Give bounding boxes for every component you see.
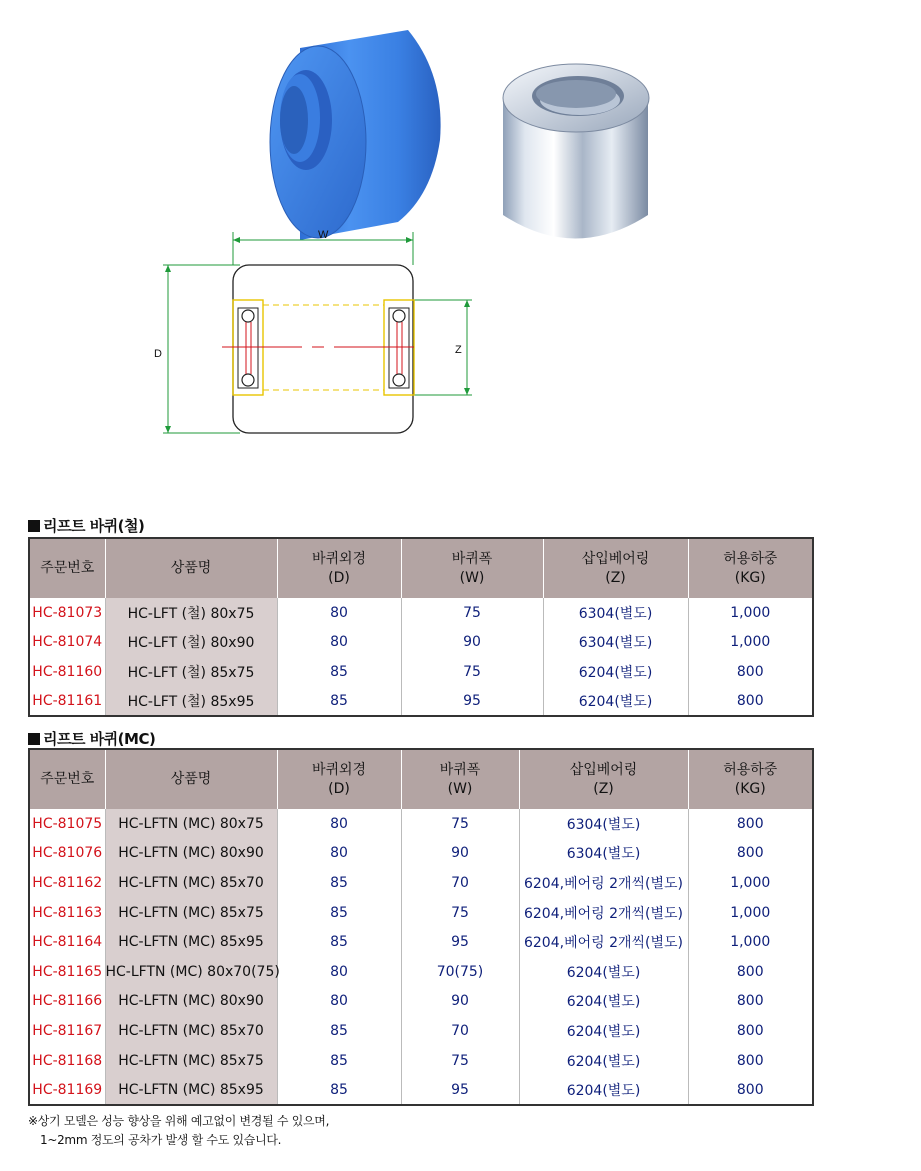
diameter-cell: 85 <box>277 1046 401 1076</box>
column-header <box>401 538 543 598</box>
mc-section-title <box>28 728 155 749</box>
footnote <box>28 1112 329 1150</box>
table-header-row <box>29 538 813 598</box>
width-cell: 90 <box>401 839 519 869</box>
bearing-cell: 6204(별도) <box>519 1046 688 1076</box>
diameter-cell: 80 <box>277 957 401 987</box>
column-header <box>401 749 519 809</box>
diameter-cell: 85 <box>277 1075 401 1105</box>
bearing-cell: 6204(별도) <box>519 1075 688 1105</box>
table-row <box>29 687 813 717</box>
width-cell: 70 <box>401 868 519 898</box>
order-number-cell: HC-81161 <box>29 687 105 717</box>
bearing-cell: 6204(별도) <box>519 1016 688 1046</box>
product-name-cell: HC-LFT (철) 80x90 <box>105 628 277 658</box>
table-row <box>29 657 813 687</box>
load-cell: 800 <box>688 1046 813 1076</box>
column-header-line2: (W) <box>459 569 485 586</box>
column-header-line1: 허용하중 <box>723 550 778 567</box>
order-number-cell: HC-81075 <box>29 809 105 839</box>
table-row <box>29 987 813 1017</box>
diameter-cell: 85 <box>277 657 401 687</box>
load-cell: 1,000 <box>688 598 813 628</box>
table-row <box>29 628 813 658</box>
order-number-cell: HC-81167 <box>29 1016 105 1046</box>
load-cell: 1,000 <box>688 868 813 898</box>
footnote-line-2: 1~2mm 정도의 공차가 발생 할 수도 있습니다. <box>40 1133 282 1147</box>
table-row <box>29 598 813 628</box>
mc-section-title-text: 리프트 바퀴(MC) <box>43 730 156 748</box>
diameter-cell: 80 <box>277 628 401 658</box>
column-header-line2: (KG) <box>734 780 766 797</box>
column-header-line1: 삽입베어링 <box>581 550 650 567</box>
column-header <box>688 538 813 598</box>
product-name-cell: HC-LFTN (MC) 85x95 <box>105 927 277 957</box>
table-row <box>29 839 813 869</box>
table-row <box>29 898 813 928</box>
product-name-cell: HC-LFTN (MC) 85x75 <box>105 898 277 928</box>
product-name-cell: HC-LFTN (MC) 85x75 <box>105 1046 277 1076</box>
order-number-cell: HC-81074 <box>29 628 105 658</box>
table-row <box>29 957 813 987</box>
column-header <box>29 538 105 598</box>
product-name-cell: HC-LFTN (MC) 80x90 <box>105 987 277 1017</box>
order-number-cell: HC-81166 <box>29 987 105 1017</box>
column-header-line1: 바퀴외경 <box>311 550 367 567</box>
column-header <box>519 749 688 809</box>
diameter-cell: 80 <box>277 598 401 628</box>
column-header <box>277 538 401 598</box>
label-z: Z <box>455 344 462 356</box>
load-cell: 800 <box>688 1016 813 1046</box>
column-header-line2: (D) <box>328 780 350 797</box>
bearing-cell: 6304(별도) <box>519 839 688 869</box>
column-header <box>543 538 688 598</box>
column-header-line1: 바퀴폭 <box>439 761 481 778</box>
table-header-row <box>29 749 813 809</box>
load-cell: 800 <box>688 957 813 987</box>
width-cell: 75 <box>401 1046 519 1076</box>
bearing-cell: 6304(별도) <box>543 598 688 628</box>
column-header-line2: (Z) <box>593 780 614 797</box>
product-name-cell: HC-LFTN (MC) 85x70 <box>105 868 277 898</box>
column-header-line2: (W) <box>447 780 473 797</box>
column-header-line1: 주문번호 <box>40 771 95 787</box>
column-header-line2: (Z) <box>605 569 626 586</box>
square-bullet-icon <box>28 520 40 532</box>
product-name-cell: HC-LFTN (MC) 85x95 <box>105 1075 277 1105</box>
bearing-cell: 6304(별도) <box>543 628 688 658</box>
column-header-line1: 주문번호 <box>40 560 95 576</box>
order-number-cell: HC-81162 <box>29 868 105 898</box>
order-number-cell: HC-81076 <box>29 839 105 869</box>
product-name-cell: HC-LFT (철) 85x95 <box>105 687 277 717</box>
order-number-cell: HC-81168 <box>29 1046 105 1076</box>
order-number-cell: HC-81164 <box>29 927 105 957</box>
bearing-cell: 6204(별도) <box>519 957 688 987</box>
table-row <box>29 1075 813 1105</box>
bearing-cell: 6204(별도) <box>543 657 688 687</box>
diameter-cell: 85 <box>277 1016 401 1046</box>
width-cell: 75 <box>401 898 519 928</box>
load-cell: 800 <box>688 657 813 687</box>
column-header <box>688 749 813 809</box>
diameter-cell: 85 <box>277 898 401 928</box>
order-number-cell: HC-81073 <box>29 598 105 628</box>
product-name-cell: HC-LFT (철) 80x75 <box>105 598 277 628</box>
width-cell: 95 <box>401 687 543 717</box>
diameter-cell: 85 <box>277 868 401 898</box>
steel-spec-table <box>28 537 814 717</box>
width-cell: 75 <box>401 809 519 839</box>
width-cell: 90 <box>401 987 519 1017</box>
load-cell: 1,000 <box>688 898 813 928</box>
load-cell: 1,000 <box>688 628 813 658</box>
product-name-cell: HC-LFTN (MC) 85x70 <box>105 1016 277 1046</box>
product-name-cell: HC-LFTN (MC) 80x75 <box>105 809 277 839</box>
table-row <box>29 1016 813 1046</box>
bearing-cell: 6204(별도) <box>543 687 688 717</box>
diameter-cell: 80 <box>277 809 401 839</box>
table-row <box>29 809 813 839</box>
bearing-cell: 6204(별도) <box>519 987 688 1017</box>
bearing-cell: 6204,베어링 2개씩(별도) <box>519 868 688 898</box>
column-header-line1: 상품명 <box>170 560 212 576</box>
steel-section-title-text: 리프트 바퀴(철) <box>43 517 145 535</box>
steel-wheel-image <box>503 64 649 239</box>
width-cell: 95 <box>401 927 519 957</box>
square-bullet-icon <box>28 733 40 745</box>
product-name-cell: HC-LFT (철) 85x75 <box>105 657 277 687</box>
column-header <box>277 749 401 809</box>
column-header-line1: 바퀴폭 <box>451 550 493 567</box>
dimension-drawing <box>154 229 472 433</box>
load-cell: 800 <box>688 687 813 717</box>
column-header-line2: (D) <box>328 569 350 586</box>
table-row <box>29 927 813 957</box>
width-cell: 90 <box>401 628 543 658</box>
width-cell: 75 <box>401 657 543 687</box>
order-number-cell: HC-81169 <box>29 1075 105 1105</box>
product-name-cell: HC-LFTN (MC) 80x90 <box>105 839 277 869</box>
bearing-cell: 6204,베어링 2개씩(별도) <box>519 927 688 957</box>
column-header-line1: 삽입베어링 <box>569 761 638 778</box>
column-header <box>105 749 277 809</box>
order-number-cell: HC-81160 <box>29 657 105 687</box>
product-name-cell: HC-LFTN (MC) 80x70(75) <box>105 957 277 987</box>
bearing-cell: 6204,베어링 2개씩(별도) <box>519 898 688 928</box>
column-header-line1: 허용하중 <box>723 761 778 778</box>
product-illustrations <box>0 0 921 450</box>
width-cell: 75 <box>401 598 543 628</box>
load-cell: 800 <box>688 1075 813 1105</box>
diameter-cell: 80 <box>277 839 401 869</box>
column-header <box>105 538 277 598</box>
width-cell: 95 <box>401 1075 519 1105</box>
table-row <box>29 1046 813 1076</box>
column-header <box>29 749 105 809</box>
load-cell: 800 <box>688 839 813 869</box>
diameter-cell: 85 <box>277 927 401 957</box>
column-header-line1: 상품명 <box>170 771 212 787</box>
column-header-line1: 바퀴외경 <box>311 761 367 778</box>
mc-spec-table <box>28 748 814 1106</box>
order-number-cell: HC-81165 <box>29 957 105 987</box>
diameter-cell: 80 <box>277 987 401 1017</box>
load-cell: 800 <box>688 987 813 1017</box>
table-row <box>29 868 813 898</box>
blue-mc-wheel-image <box>270 30 441 240</box>
load-cell: 800 <box>688 809 813 839</box>
diameter-cell: 85 <box>277 687 401 717</box>
load-cell: 1,000 <box>688 927 813 957</box>
bearing-cell: 6304(별도) <box>519 809 688 839</box>
column-header-line2: (KG) <box>734 569 766 586</box>
width-cell: 70(75) <box>401 957 519 987</box>
footnote-line-1: ※상기 모델은 성능 향상을 위해 예고없이 변경될 수 있으며, <box>28 1114 330 1128</box>
label-w: W <box>318 229 329 241</box>
label-d: D <box>154 348 162 360</box>
order-number-cell: HC-81163 <box>29 898 105 928</box>
width-cell: 70 <box>401 1016 519 1046</box>
steel-section-title <box>28 515 144 536</box>
